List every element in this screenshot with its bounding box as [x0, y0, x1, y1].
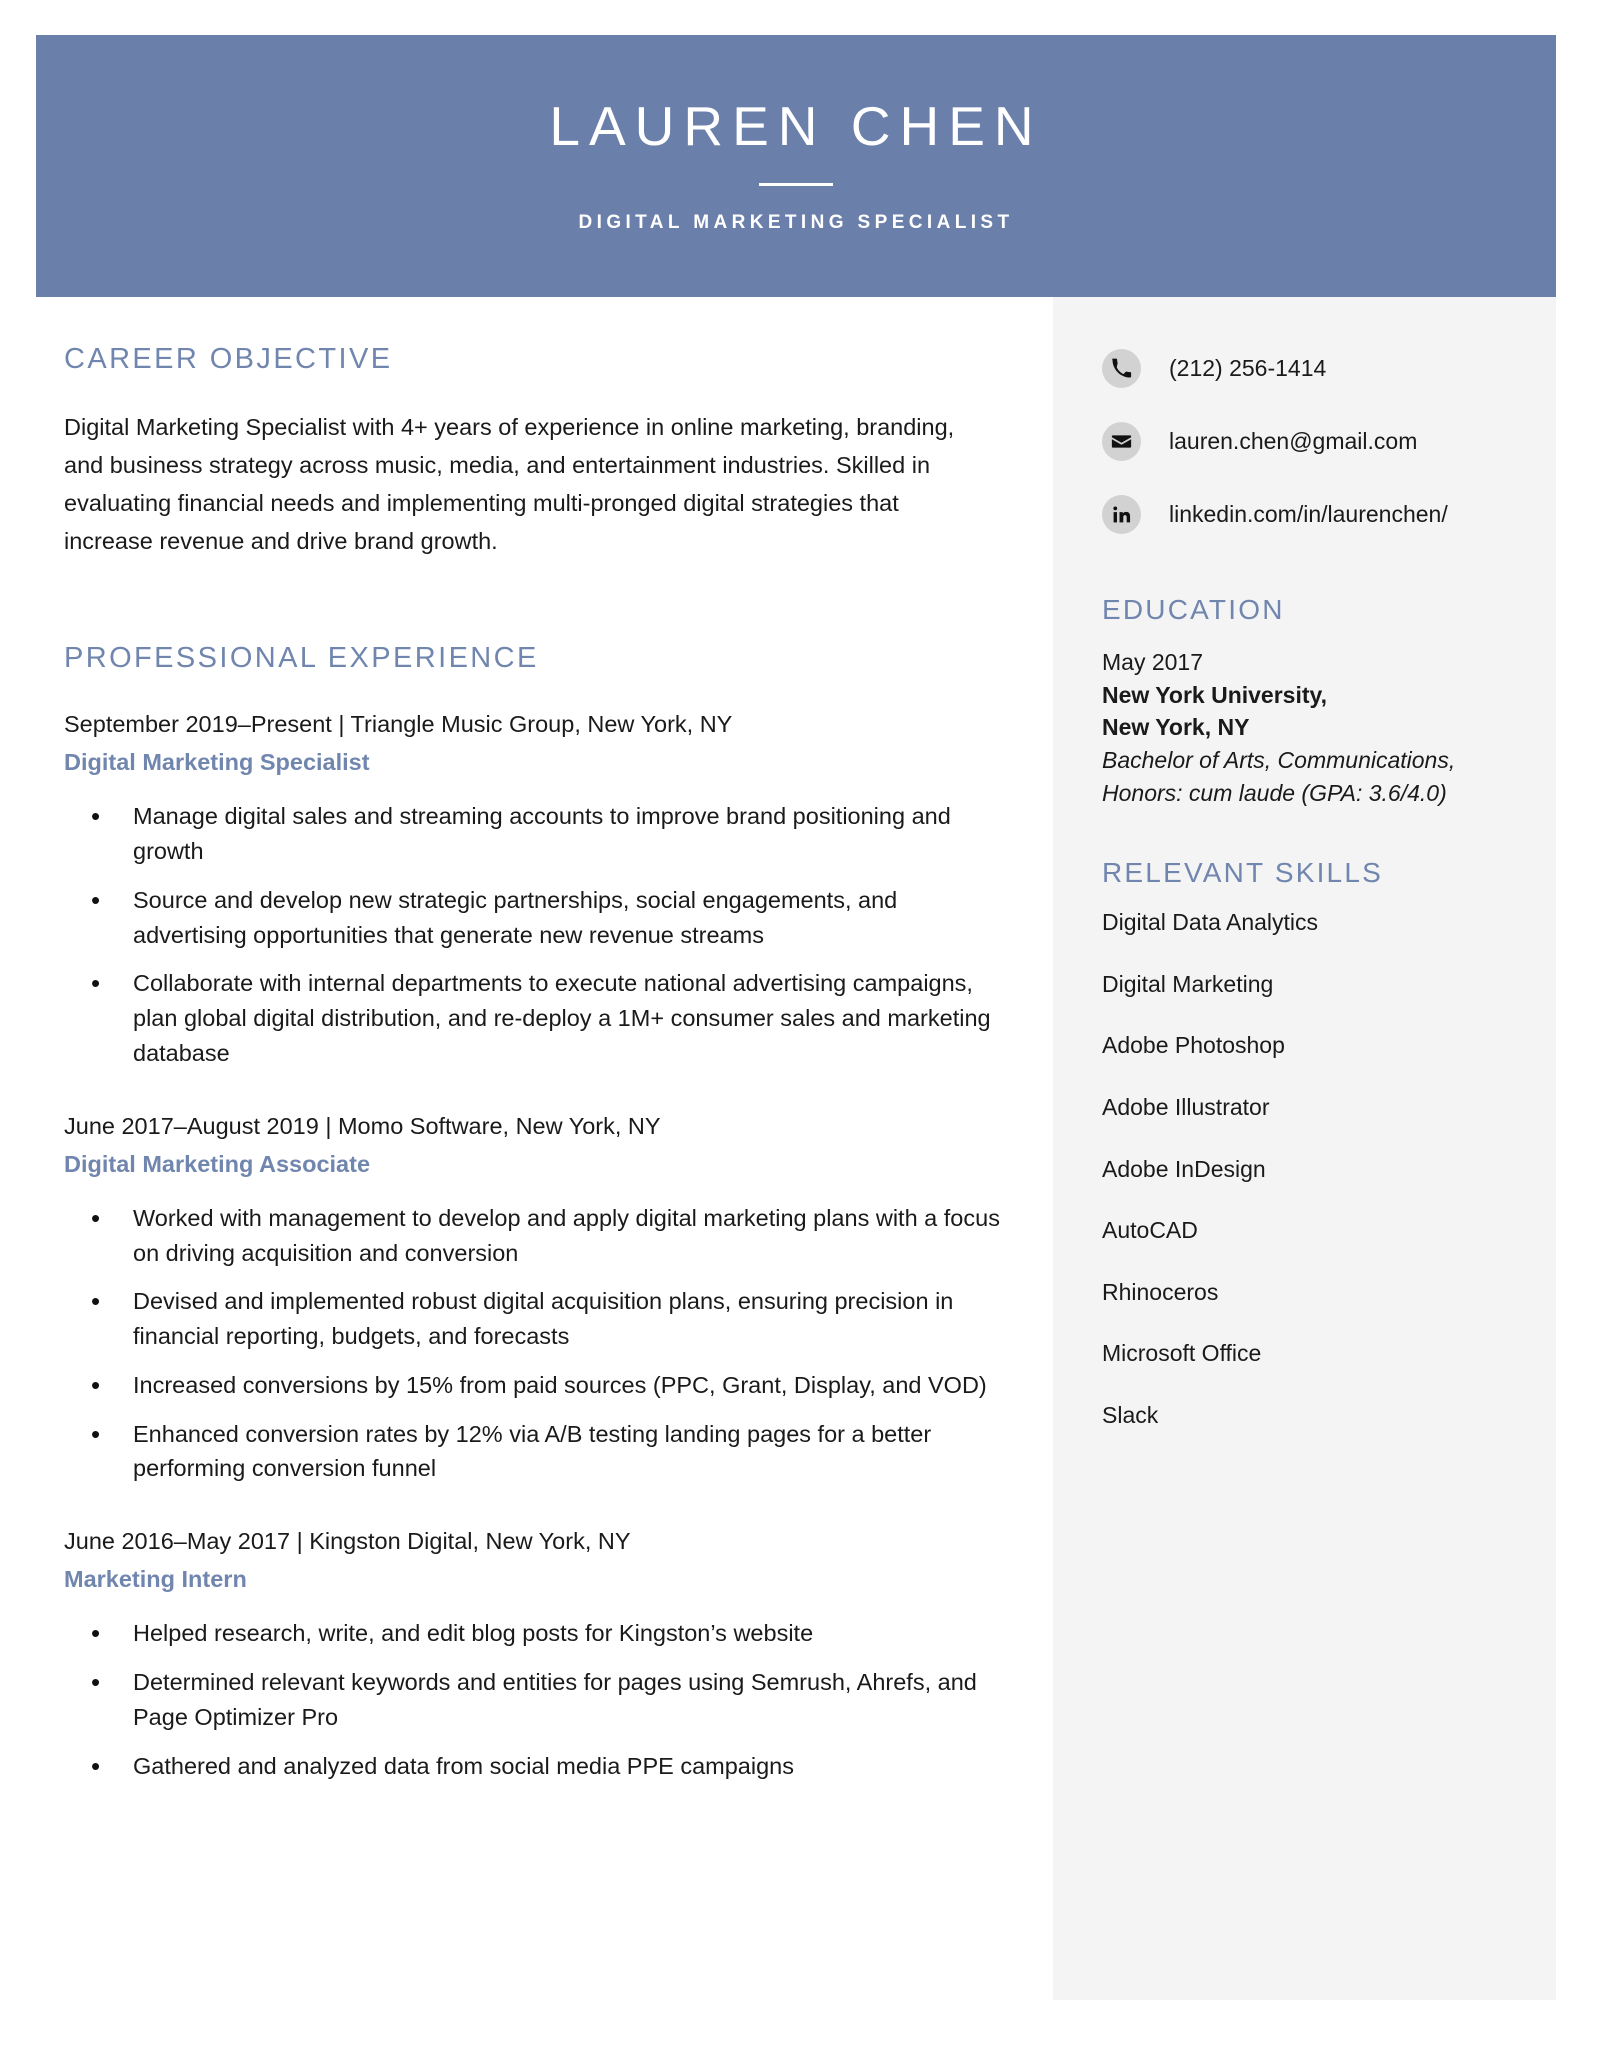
job-bullet: • Helped research, write, and edit blog posts for Kingston’s website	[64, 1616, 1014, 1651]
skill-item: Adobe Illustrator	[1102, 1094, 1270, 1121]
contact-email-value: lauren.chen@gmail.com	[1169, 427, 1418, 454]
envelope-icon	[1102, 422, 1141, 461]
professional-experience-section	[64, 642, 1014, 1783]
education-degree-line-2: Honors: cum laude (GPA: 3.6/4.0)	[1102, 779, 1447, 806]
header-divider-rule	[759, 183, 833, 186]
job-position-title: Digital Marketing Associate	[64, 1150, 371, 1177]
job-dates-company: June 2016–May 2017 | Kingston Digital, New York, NY	[64, 1528, 631, 1555]
job-position-title: Marketing Intern	[64, 1566, 247, 1593]
contact-linkedin-value: linkedin.com/in/laurenchen/	[1169, 500, 1448, 527]
education-section	[1102, 594, 1516, 809]
job-bullet: • Devised and implemented robust digital acquisition plans, ensuring precision in financial reporting, budgets, and forecasts	[64, 1284, 1014, 1354]
job-bullet: • Increased conversions by 15% from paid sources (PPC, Grant, Display, and VOD)	[64, 1368, 1014, 1403]
professional-experience-heading: PROFESSIONAL EXPERIENCE	[64, 642, 539, 675]
education-school-line-1: New York University,	[1102, 681, 1327, 708]
main-content-column	[64, 297, 1014, 1821]
job-bullet: • Source and develop new strategic partnerships, social engagements, and advertising opportunities that generate new revenue streams	[64, 883, 1014, 953]
education-school-line-2: New York, NY	[1102, 714, 1250, 741]
candidate-job-title: DIGITAL MARKETING SPECIALIST	[578, 212, 1014, 234]
linkedin-icon	[1102, 495, 1141, 534]
job-dates-company: June 2017–August 2019 | Momo Software, New York, NY	[64, 1112, 661, 1139]
skill-item: Digital Marketing	[1102, 970, 1274, 997]
education-date: May 2017	[1102, 649, 1204, 675]
job-position-title: Digital Marketing Specialist	[64, 749, 370, 776]
skills-list	[1102, 909, 1516, 1429]
job-dates-company: September 2019–Present | Triangle Music Group, New York, NY	[64, 711, 733, 738]
education-degree-line-1: Bachelor of Arts, Communications,	[1102, 746, 1456, 773]
job-bullet: • Determined relevant keywords and entities for pages using Semrush, Ahrefs, and Page Optimizer Pro	[64, 1665, 1014, 1735]
resume-header-banner	[36, 35, 1556, 297]
phone-icon	[1102, 349, 1141, 388]
relevant-skills-heading: RELEVANT SKILLS	[1102, 857, 1383, 889]
skill-item: Microsoft Office	[1102, 1340, 1262, 1367]
experience-entry	[64, 1109, 1014, 1486]
job-bullet: • Gathered and analyzed data from social media PPE campaigns	[64, 1749, 1014, 1784]
job-responsibility-list	[64, 1616, 1014, 1783]
contact-phone-value: (212) 256-1414	[1169, 354, 1327, 381]
job-bullet: • Manage digital sales and streaming accounts to improve brand positioning and growth	[64, 799, 1014, 869]
career-objective-section	[64, 343, 1014, 560]
experience-entry	[64, 707, 1014, 1070]
relevant-skills-section	[1102, 857, 1516, 1429]
skill-item: Digital Data Analytics	[1102, 909, 1319, 936]
career-objective-heading: CAREER OBJECTIVE	[64, 343, 393, 375]
skill-item: AutoCAD	[1102, 1217, 1198, 1244]
education-heading: EDUCATION	[1102, 594, 1285, 625]
career-objective-text: Digital Marketing Specialist with 4+ years of experience in online marketing, branding, and business strategy across music, media, and entertainment industries. Skilled in evaluating financial needs and implementing multi-pronged digital strategies that increase revenue and drive brand growth.	[64, 414, 955, 555]
job-bullet: • Enhanced conversion rates by 12% via A/B testing landing pages for a better performing conversion funnel	[64, 1417, 1014, 1487]
contact-item-phone[interactable]	[1102, 349, 1516, 388]
section-spacer	[64, 560, 1014, 642]
job-bullet: • Collaborate with internal departments to execute national advertising campaigns, plan global digital distribution, and re-deploy a 1M+ consumer sales and marketing database	[64, 966, 1014, 1070]
experience-entry	[64, 1524, 1014, 1783]
job-responsibility-list	[64, 1201, 1014, 1486]
job-bullet: • Worked with management to develop and apply digital marketing plans with a focus on driving acquisition and conversion	[64, 1201, 1014, 1271]
skill-item: Adobe InDesign	[1102, 1155, 1266, 1182]
skill-item: Slack	[1102, 1402, 1159, 1429]
contact-item-email[interactable]	[1102, 422, 1516, 461]
job-responsibility-list	[64, 799, 1014, 1070]
sidebar-column	[1053, 297, 1556, 2000]
skill-item: Adobe Photoshop	[1102, 1032, 1285, 1059]
contact-item-linkedin[interactable]	[1102, 495, 1516, 534]
candidate-name: LAUREN CHEN	[549, 94, 1043, 157]
contact-info-list	[1102, 349, 1516, 534]
skill-item: Rhinoceros	[1102, 1278, 1219, 1305]
